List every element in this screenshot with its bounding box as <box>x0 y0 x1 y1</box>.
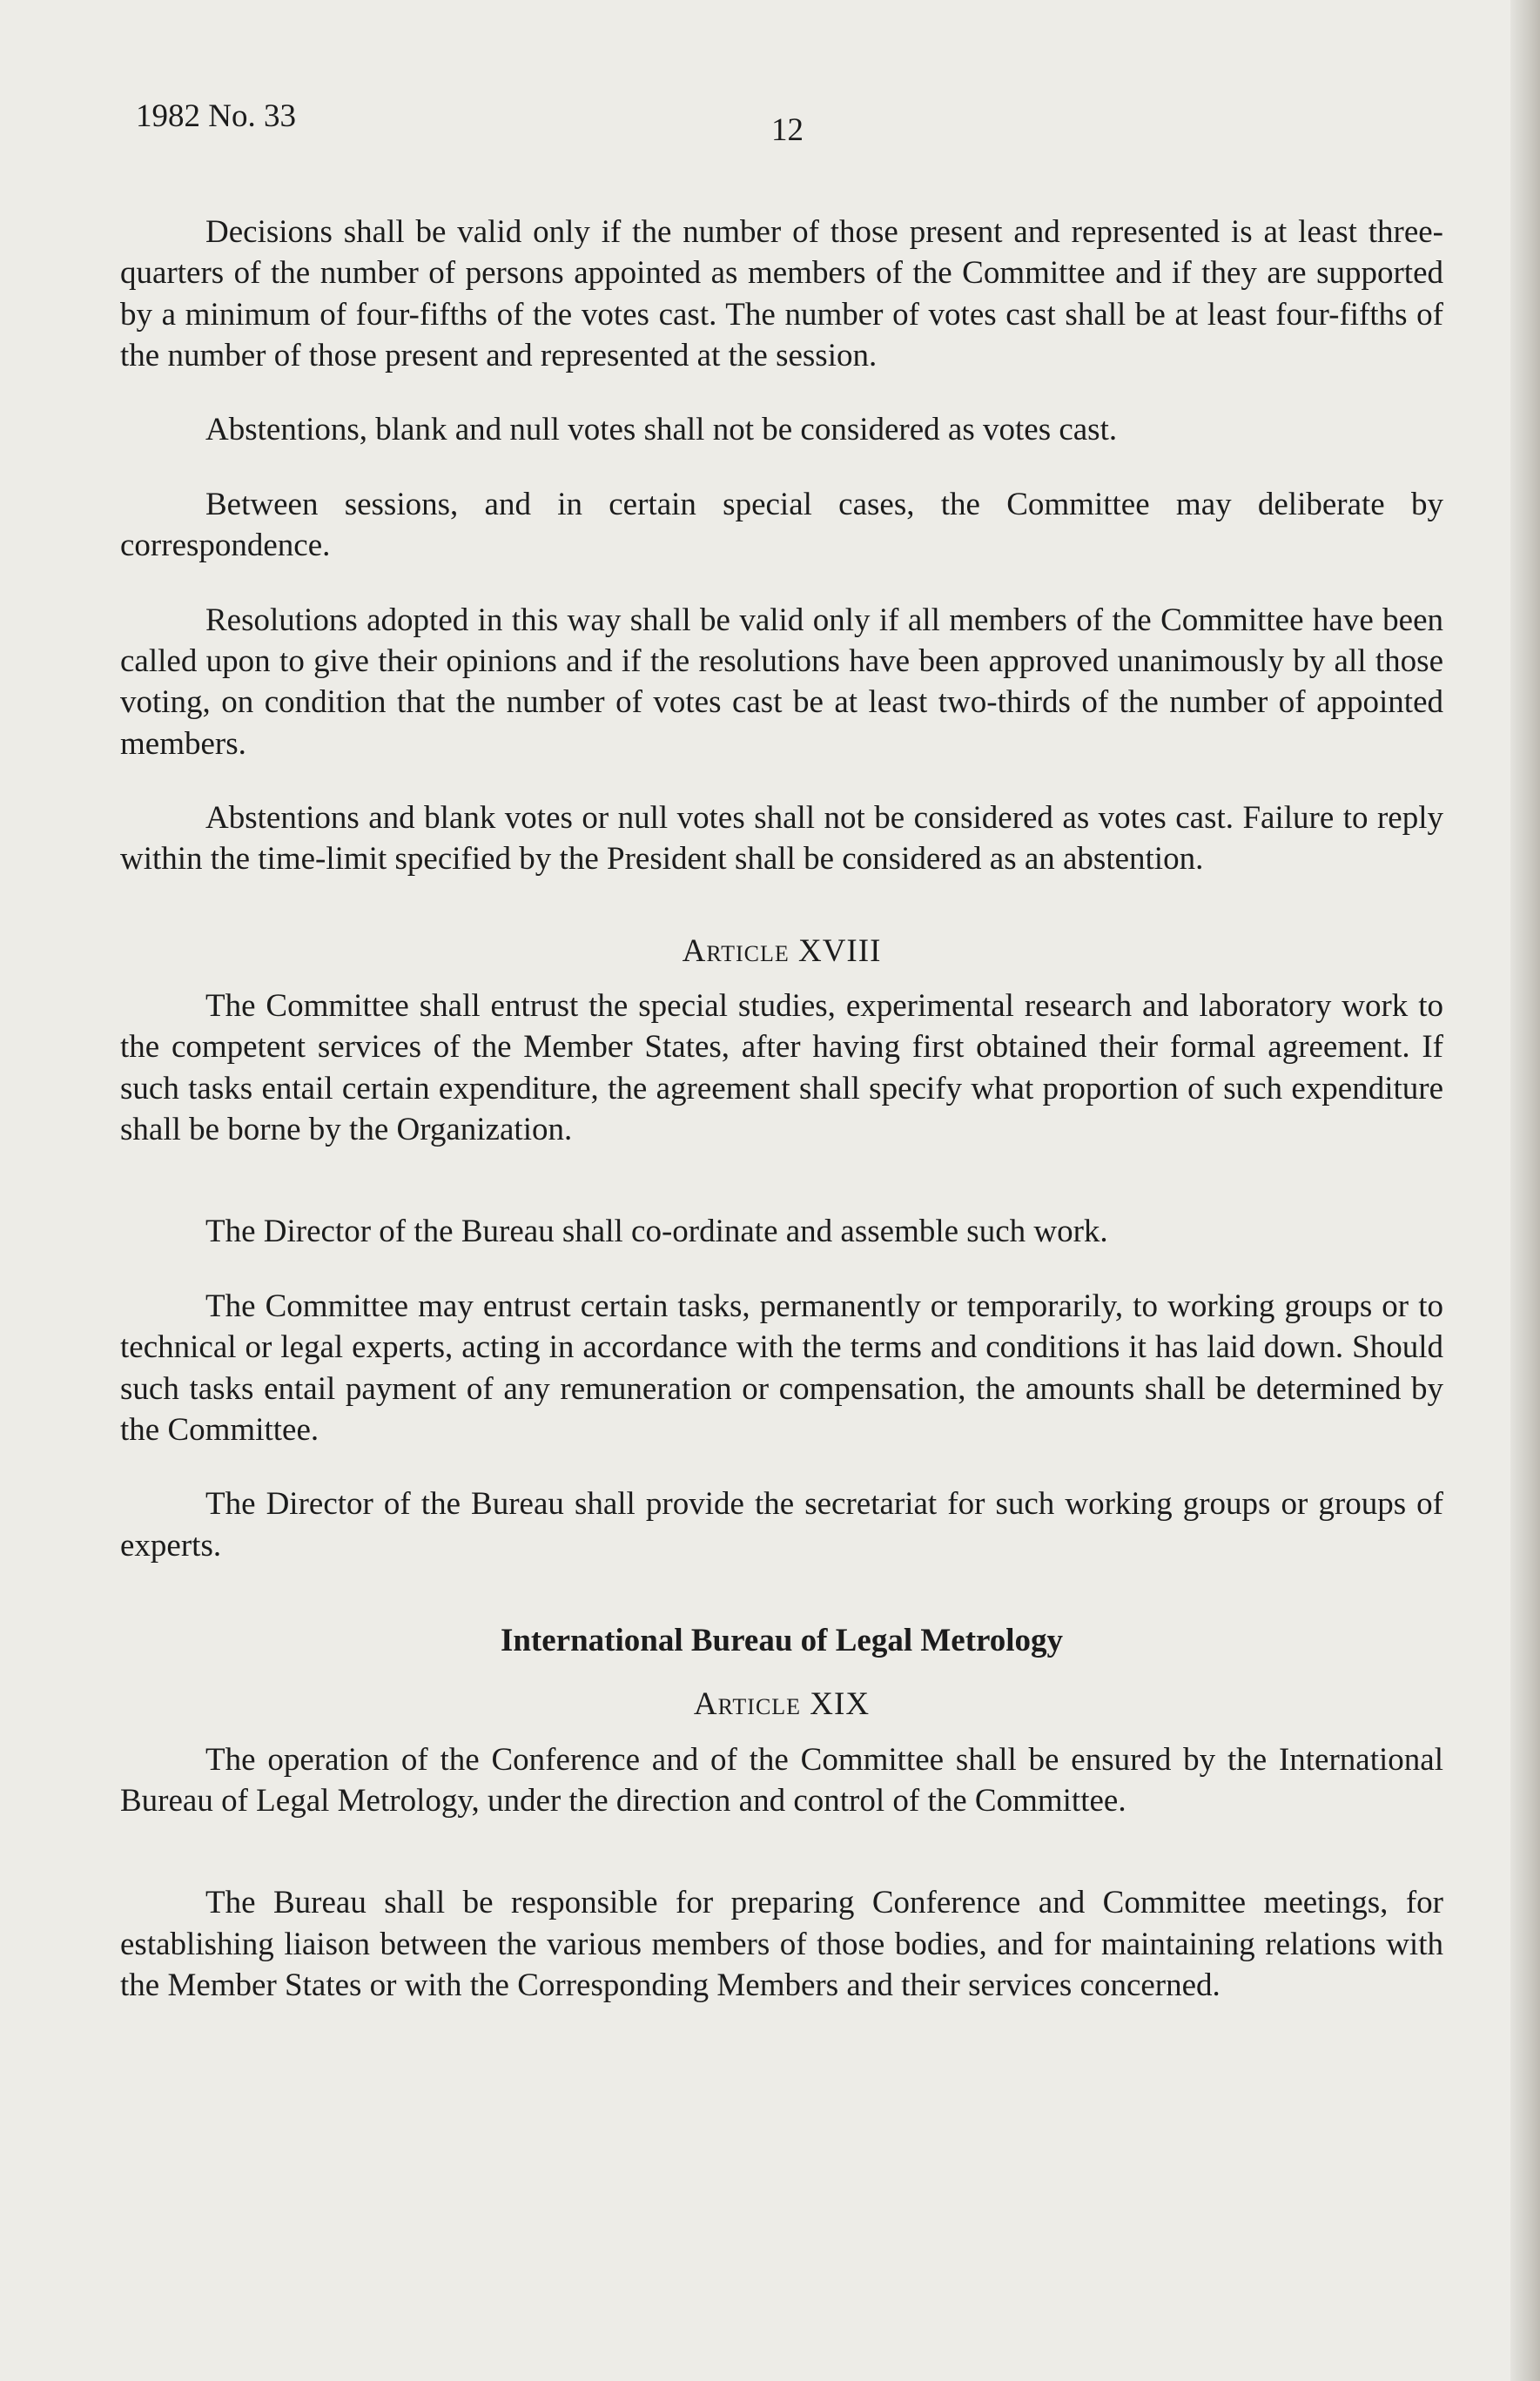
paragraph-abstentions: Abstentions, blank and null votes shall not be considered as votes cast. <box>205 412 1118 448</box>
paragraph-between-sessions: Between sessions, and in certain special cases, the Committee may deliberate by correspondence. <box>120 486 1443 564</box>
article-18-paragraph-director: The Director of the Bureau shall co-ordinate and assemble such work. <box>205 1214 1108 1250</box>
paragraph-resolutions: Resolutions adopted in this way shall be valid only if all members of the Committee have been called upon to give their opinions and if the resolutions have been approved unanimously by all those voting, on condition that the number of votes cast be at least two-thirds of the number of appointed members. <box>120 602 1443 762</box>
document-reference: 1982 No. 33 <box>136 98 296 134</box>
article-18-paragraph-secretariat: The Director of the Bureau shall provide the secretariat for such working groups or groups of experts. <box>120 1486 1443 1564</box>
binding-edge <box>1510 0 1540 2381</box>
article-19-heading: Article XIX <box>693 1686 871 1723</box>
article-18-paragraph-working-groups: The Committee may entrust certain tasks, permanently or temporarily, to working groups or to technical or legal experts, acting in accordance with the terms and conditions it has laid down. Should such tasks entail payment of any remuneration or compensation, the amounts shall be determined by the Committee. <box>120 1288 1443 1448</box>
article-19-paragraph-operation: The operation of the Conference and of the Committee shall be ensured by the International Bureau of Legal Metrology, under the direction and control of the Committee. <box>120 1741 1443 1819</box>
article-18-heading: Article XVIII <box>682 932 882 969</box>
section-title: International Bureau of Legal Metrology <box>500 1622 1064 1658</box>
paragraph-decisions: Decisions shall be valid only if the number of those present and represented is at least three-quarters of the number of persons appointed as members of the Committee and if they are supported by a minimum of four-fifths of the votes cast. The number of votes cast shall be at least four-fifths of the number of those present and represented at the session. <box>120 214 1443 374</box>
paragraph-blank-votes: Abstentions and blank votes or null votes shall not be considered as votes cast. Failure to reply within the time-limit specified by the President shall be considered as an abstention. <box>120 799 1443 878</box>
page-body <box>120 212 1443 2007</box>
article-18-paragraph-studies: The Committee shall entrust the special studies, experimental research and laboratory work to the competent services of the Member States, after having first obtained their formal agreement. If such tasks entail certain expenditure, the agreement shall specify what proportion of such expenditure shall be borne by the Organization. <box>120 988 1443 1148</box>
article-19-paragraph-responsibilities: The Bureau shall be responsible for preparing Conference and Committee meetings, for establishing liaison between the various members of those bodies, and for maintaining relations with the Member States or with the Corresponding Members and their services concerned. <box>120 1885 1443 2004</box>
page-number: 12 <box>771 112 804 148</box>
